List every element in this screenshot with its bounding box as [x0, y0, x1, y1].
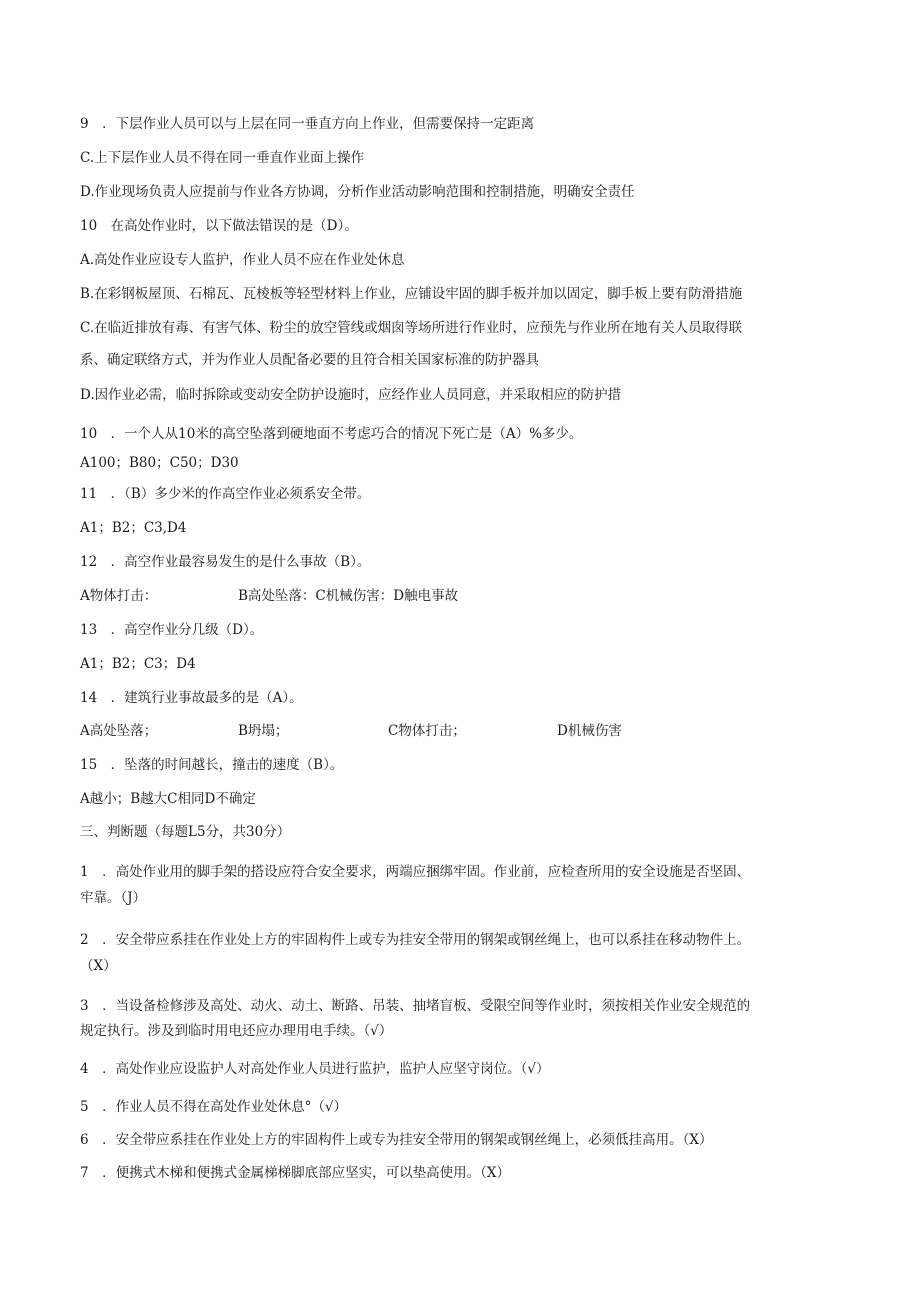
question-12: 12 ．高空作业最容易发生的是什么事故（B）。	[80, 554, 371, 570]
text-line: 9 ．下层作业人员可以与上层在同一垂直方向上作业，但需要保持一定距离	[80, 116, 535, 132]
text-line: C.在临近排放有毒、有害气体、粉尘的放空管线或烟囱等场所进行作业时，应预先与作业所在地有关人员取得联	[80, 320, 743, 336]
answer-options: A越小；B越大C相同D不确定	[80, 791, 256, 807]
judgment-2: 2 ．安全带应系挂在作业处上方的牢固构件上或专为挂安全带用的钢架或钢丝绳上，也可以系挂在移动物件上。	[80, 932, 751, 948]
question-14: 14 ．建筑行业事故最多的是（A）。	[80, 690, 303, 706]
q12-option-bcd: B高处坠落：C机械伤害：D触电事故	[238, 588, 459, 604]
judgment-5: 5 ．作业人员不得在高处作业处休息°（√）	[80, 1099, 347, 1115]
q14-option-b: B坍塌；	[238, 723, 289, 739]
question-10-first: 10 在高处作业时，以下做法错误的是（D）。	[80, 218, 358, 234]
judgment-3: 3 ．当设备检修涉及高处、动火、动土、断路、吊装、抽堵盲板、受限空间等作业时，须按相关作业安全规范的	[80, 998, 751, 1014]
question-13: 13 ．高空作业分几级（D）。	[80, 622, 264, 638]
q12-option-a: A物体打击：	[80, 588, 158, 604]
text-line: 系、确定联络方式，并为作业人员配备必要的且符合相关国家标准的防护器具	[80, 352, 539, 368]
answer-options: A100；B80；C50；D30	[80, 455, 239, 471]
question-11: 11 ．（B）多少米的作高空作业必须系安全带。	[80, 486, 371, 502]
text-line: D.因作业必需，临时拆除或变动安全防护设施时，应经作业人员同意，并采取相应的防护措	[80, 387, 622, 403]
q14-option-a: A高处坠落；	[80, 723, 158, 739]
question-10-second: 10 ．一个人从10米的高空坠落到硬地面不考虑巧合的情况下死亡是（A）%多少。	[80, 426, 583, 442]
question-15: 15 ．坠落的时间越长，撞击的速度（B）。	[80, 757, 344, 773]
text-line: A.高处作业应设专人监护，作业人员不应在作业处休息	[80, 252, 405, 268]
judgment-3-cont: 规定执行。涉及到临时用电还应办理用电手续。（√）	[80, 1023, 393, 1039]
q14-option-d: D机械伤害	[557, 723, 622, 739]
text-line: B.在彩钢板屋顶、石棉瓦、瓦棱板等轻型材料上作业，应铺设牢固的脚手板并加以固定，脚手板上要有防滑措施	[80, 286, 743, 302]
answer-options: A1；B2；C3；D4	[80, 656, 196, 672]
judgment-1: 1 ．高处作业用的脚手架的搭设应符合安全要求，两端应捆绑牢固。作业前，应检查所用的安全设施是否坚固、	[80, 864, 751, 880]
judgment-4: 4 ．高处作业应设监护人对高处作业人员进行监护，监护人应坚守岗位。（√）	[80, 1061, 550, 1077]
q14-option-c: C物体打击；	[388, 723, 466, 739]
judgment-7: 7 ．便携式木梯和便携式金属梯梯脚底部应坚实，可以垫高使用。（X）	[80, 1165, 510, 1181]
judgment-2-cont: （X）	[80, 958, 117, 974]
section-heading: 三、判断题（每题L5分，共30分）	[80, 824, 291, 840]
text-line: D.作业现场负责人应提前与作业各方协调，分析作业活动影响范围和控制措施，明确安全责任	[80, 184, 635, 200]
judgment-1-cont: 牢靠。（J）	[80, 890, 147, 906]
answer-options: A1；B2；C3,D4	[80, 520, 187, 536]
judgment-6: 6 ．安全带应系挂在作业处上方的牢固构件上或专为挂安全带用的钢架或钢丝绳上，必须低挂高用。（X）	[80, 1132, 713, 1148]
text-line: C.上下层作业人员不得在同一垂直作业面上操作	[80, 150, 365, 166]
